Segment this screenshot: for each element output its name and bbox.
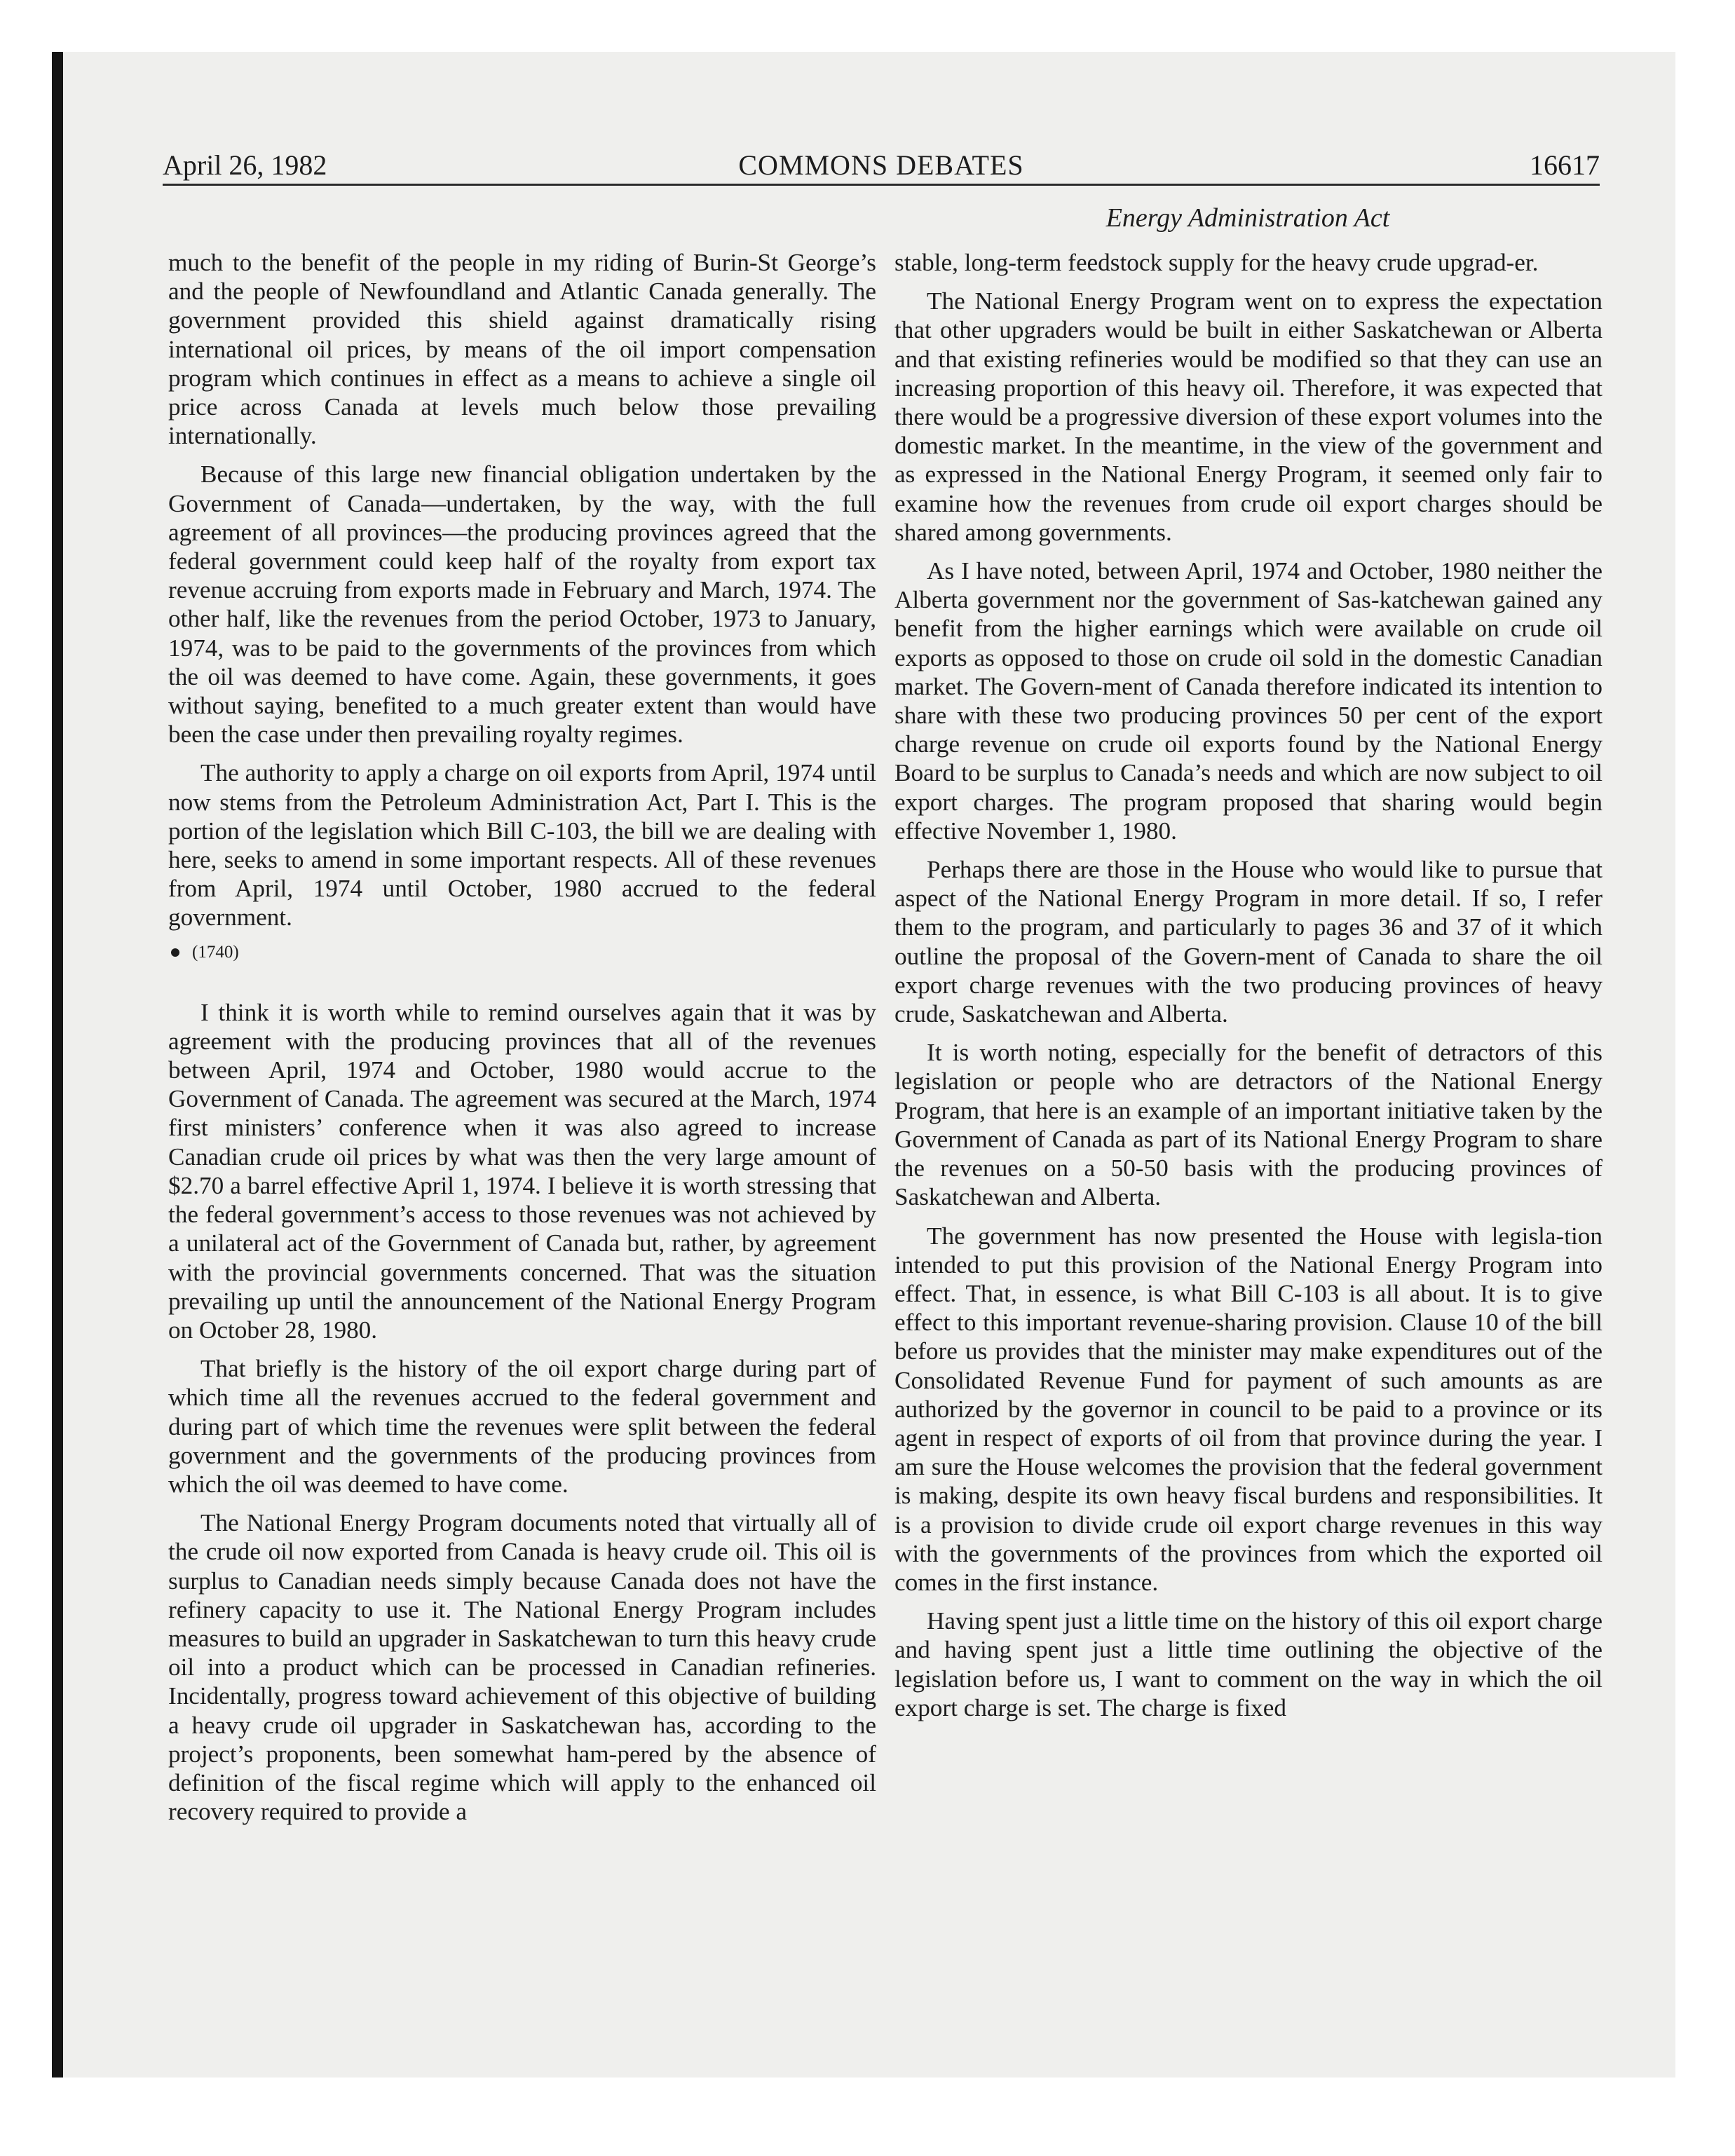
section-subhead: Energy Administration Act xyxy=(1105,203,1390,233)
paragraph: It is worth noting, especially for the benefit of detractors of this legislation or people who are detractors of the National Energy Program, that here is an example of an important initiative taken by the Government of Canada as part of its National Energy Program to share the revenues on a 50-50 basis with the producing provinces of Saskatchewan and Alberta. xyxy=(894,1039,1603,1211)
scan-edge xyxy=(52,52,63,2077)
journal-title: COMMONS DEBATES xyxy=(738,149,1024,181)
right-column xyxy=(894,248,1603,1722)
paragraph: Perhaps there are those in the House who would like to pursue that aspect of the National Energy Program in more detail. If so, I refer them to the program, and particularly to pages 36 and 37 of it which outline the proposal of the Govern-ment of Canada to share the oil export charge revenues with the two producing provinces of heavy crude, Saskatchewan and Alberta. xyxy=(894,856,1603,1028)
running-head xyxy=(163,147,1600,184)
paragraph: Because of this large new financial obligation undertaken by the Government of Canada—undertaken, by the way, with the full agreement of all provinces—the producing provinces agreed that the federal government could keep half of the royalty from export tax revenue accruing from exports made in February and March, 1974. The other half, like the revenues from the period October, 1973 to January, 1974, was to be paid to the governments of the provinces from which the oil was deemed to have come. Again, these governments, it goes without saying, benefited to a much greater extent than would have been the case under then prevailing royalty regimes. xyxy=(168,460,876,749)
paragraph: The National Energy Program went on to express the expectation that other upgraders would be built in either Saskatchewan or Alberta and that existing refineries would be modified so that they can use an increasing proportion of this heavy oil. Therefore, it was expected that there would be a progressive diversion of these export volumes into the domestic market. In the meantime, in the view of the government and as expressed in the National Energy Program, it seemed only fair to examine how the revenues from crude oil export charges should be shared among governments. xyxy=(894,287,1603,546)
timestamp-marker xyxy=(168,942,876,963)
paragraph: Having spent just a little time on the history of this oil export charge and having spent just a little time outlining the objective of the legislation before us, I want to comment on the way in which the oil export charge is set. The charge is fixed xyxy=(894,1607,1603,1721)
timestamp: (1740) xyxy=(192,942,239,962)
paragraph: The government has now presented the House with legisla-tion intended to put this provision of the National Energy Program into effect. That, in essence, is what Bill C-103 is all about. It is to give effect to this important revenue-sharing provision. Clause 10 of the bill before us provides that the minister may make expenditures out of the Consolidated Revenue Fund for payment of such amounts as are authorized by the governor in council to be paid to a province or its agent in respect of exports of oil from that province during the year. I am sure the House welcomes the provision that the federal government is making, despite its own heavy fiscal burdens and responsibilities. It is a provision to divide crude oil export charge revenues in this way with the governments of the provinces from which the exported oil comes in the first instance. xyxy=(894,1222,1603,1596)
page-number: 16617 xyxy=(1530,149,1600,181)
paragraph: The National Energy Program documents noted that virtually all of the crude oil now exported from Canada is heavy crude oil. This oil is surplus to Canadian needs simply because Canada does not have the refinery capacity to use it. The National Energy Program includes measures to build an upgrader in Saskatchewan to turn this heavy crude oil into a product which can be processed in Canadian refineries. Incidentally, progress toward achievement of this objective of building a heavy crude oil upgrader in Saskatchewan has, according to the project’s proponents, been somewhat ham-pered by the absence of definition of the fiscal regime which will apply to the enhanced oil recovery required to provide a xyxy=(168,1509,876,1826)
paragraph: The authority to apply a charge on oil exports from April, 1974 until now stems from the Petroleum Administration Act, Part I. This is the portion of the legislation which Bill C-103, the bill we are dealing with here, seeks to amend in some important respects. All of these revenues from April, 1974 until October, 1980 accrued to the federal government. xyxy=(168,759,876,932)
paragraph: I think it is worth while to remind ourselves again that it was by agreement with the producing provinces that all of the revenues between April, 1974 and October, 1980 would accrue to the Government of Canada. The agreement was secured at the March, 1974 first ministers’ conference when it was also agreed to increase Canadian crude oil prices by what was then the very large amount of $2.70 a barrel effective April 1, 1974. I believe it is worth stressing that the federal government’s access to those revenues was not achieved by a unilateral act of the Government of Canada but, rather, by agreement with the provincial governments concerned. That was the situation prevailing up until the announcement of the National Energy Program on October 28, 1980. xyxy=(168,998,876,1344)
left-column xyxy=(168,248,876,1826)
paragraph: stable, long-term feedstock supply for the heavy crude upgrad-er. xyxy=(894,249,1539,276)
paragraph: As I have noted, between April, 1974 and October, 1980 neither the Alberta government nor the government of Sas-katchewan gained any benefit from the higher earnings which were available on crude oil exports as opposed to those on crude oil sold in the domestic Canadian market. The Govern-ment of Canada therefore indicated its intention to share with these two producing provinces 50 per cent of the export charge revenue on crude oil exports found by the National Energy Board to be surplus to Canada’s needs and which are now subject to oil export charges. The program proposed that sharing would begin effective November 1, 1980. xyxy=(894,557,1603,845)
header-rule xyxy=(163,184,1600,186)
paragraph: much to the benefit of the people in my riding of Burin-St George’s and the people of Newfoundland and Atlantic Canada generally. The government provided this shield against dramatically rising international oil prices, by means of the oil import compensation program which continues in effect as a means to achieve a single oil price across Canada at levels much below those prevailing internationally. xyxy=(168,249,876,450)
paragraph: That briefly is the history of the oil export charge during part of which time all the revenues accrued to the federal government and during part of which time the revenues were split between the federal government and the governments of the producing provinces from which the oil was deemed to have come. xyxy=(168,1355,876,1498)
header-date: April 26, 1982 xyxy=(163,149,327,181)
bullet-icon xyxy=(171,948,179,957)
